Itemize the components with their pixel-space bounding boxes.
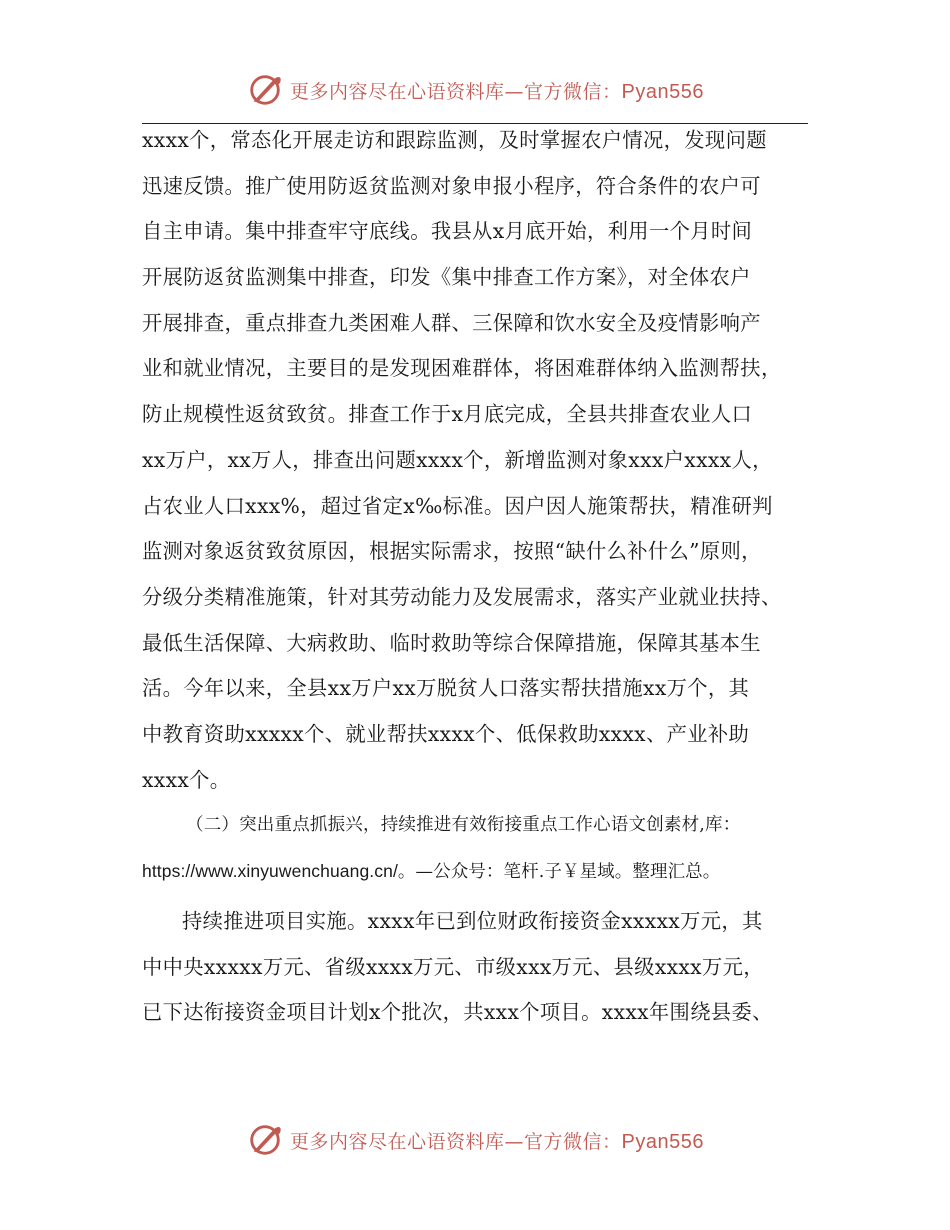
source-url-line xyxy=(142,849,808,899)
body-line: 业和就业情况，主要目的是发现困难群体，将困难群体纳入监测帮扶， xyxy=(142,356,782,381)
footer-wechat-id: Pyan556 xyxy=(621,1130,704,1153)
body-line: 最低生活保障、大病救助、临时救助等综合保障措施，保障其基本生 xyxy=(142,630,761,655)
body-line: 中教育资助xxxxx个、就业帮扶xxxx个、低保救助xxxx、产业补助 xyxy=(142,721,750,746)
quill-circle-logo-icon xyxy=(246,71,284,109)
header-wechat-id: Pyan556 xyxy=(621,80,704,103)
footer-banner-text xyxy=(290,1127,704,1154)
body-line: 分级分类精准施策，针对其劳动能力及发展需求，落实产业就业扶持、 xyxy=(142,584,782,609)
body-line: 开展排查，重点排查九类困难人群、三保障和饮水安全及疫情影响产 xyxy=(142,310,761,335)
document-body xyxy=(142,118,808,1036)
body-line: xxxx个。 xyxy=(142,767,231,792)
footer-banner-label: 更多内容尽在心语资料库—官方微信： xyxy=(290,1130,622,1153)
body-line: 自主申请。集中排查牢守底线。我县从x月底开始，利用一个月时间 xyxy=(142,219,753,244)
header-banner-label: 更多内容尽在心语资料库—官方微信： xyxy=(290,80,622,103)
body-line: 防止规模性返贫致贫。排查工作于x月底完成，全县共排查农业人口 xyxy=(142,402,753,427)
footer-banner xyxy=(0,1118,950,1162)
para2-line: 持续推进项目实施。xxxx年已到位财政衔接资金xxxxx万元，其 xyxy=(182,909,763,933)
para2-line: 中中央xxxxx万元、省级xxxx万元、市级xxx万元、县级xxxx万元， xyxy=(142,954,764,979)
section-subheading: （二）突出重点抓振兴，持续推进有效衔接重点工作心语文创素材,库： xyxy=(186,815,741,836)
quill-circle-logo-icon xyxy=(246,1121,284,1159)
body-line: 迅速反馈。推广使用防返贫监测对象申报小程序，符合条件的农户可 xyxy=(142,173,761,198)
para2-line: 已下达衔接资金项目计划x个批次，共xxx个项目。xxxx年围绕县委、 xyxy=(142,1000,773,1025)
body-line: xx万户，xx万人，排查出问题xxxx个，新增监测对象xxx户xxxx人， xyxy=(142,447,773,472)
body-line: xxxx个，常态化开展走访和跟踪监测，及时掌握农户情况，发现问题 xyxy=(142,128,767,152)
header-banner xyxy=(0,68,950,112)
body-line: 开展防返贫监测集中排查，印发《集中排查工作方案》，对全体农户 xyxy=(142,265,751,290)
body-line: 活。今年以来，全县xx万户xx万脱贫人口落实帮扶措施xx万个，其 xyxy=(142,676,750,701)
header-banner-text xyxy=(290,77,704,104)
body-line: 占农业人口xxx%，超过省定x‰标准。因户因人施策帮扶，精准研判 xyxy=(142,493,773,518)
source-note: 。—公众号：笔杆.子￥星域。整理汇总。 xyxy=(397,862,721,882)
body-line: 监测对象返贫致贫原因，根据实际需求，按照“缺什么补什么”原则， xyxy=(142,539,762,564)
source-url[interactable]: https://www.xinyuwenchuang.cn/ xyxy=(142,861,398,881)
